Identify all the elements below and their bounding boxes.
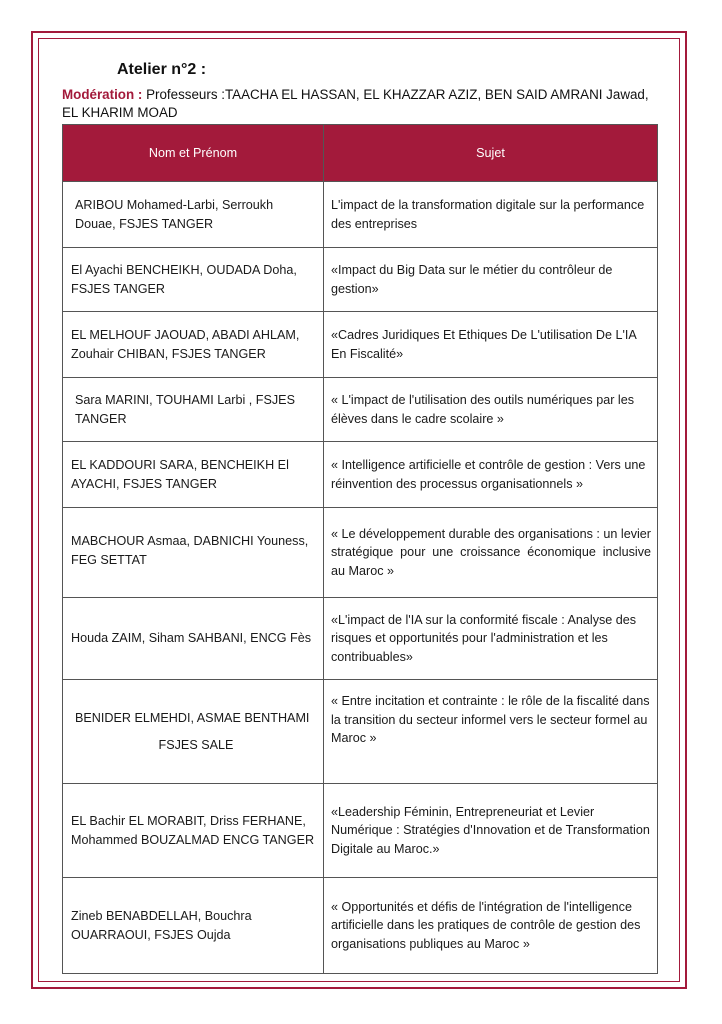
- row-name-cell: [63, 680, 324, 784]
- atelier-title: Atelier n°2 :: [117, 61, 207, 78]
- table-row: [63, 508, 658, 598]
- row-subject: «Impact du Big Data sur le métier du contrôleur de gestion»: [324, 248, 658, 312]
- row-name: El Ayachi BENCHEIKH, OUDADA Doha, FSJES TANGER: [63, 248, 324, 312]
- table-row: [63, 784, 658, 878]
- row-name-institution: FSJES SALE: [158, 737, 234, 752]
- table-row: [63, 182, 658, 248]
- table-row: [63, 378, 658, 442]
- program-table: [62, 124, 658, 974]
- row-subject: «Cadres Juridiques Et Ethiques De L'utilisation De L'IA En Fiscalité»: [324, 312, 658, 378]
- moderation-label: Modération :: [62, 87, 143, 102]
- row-name: Sara MARINI, TOUHAMI Larbi , FSJES TANGER: [63, 378, 324, 442]
- row-subject: « Intelligence artificielle et contrôle de gestion : Vers une réinvention des processus organisationnels »: [324, 442, 658, 508]
- row-name: EL MELHOUF JAOUAD, ABADI AHLAM, Zouhair CHIBAN, FSJES TANGER: [63, 312, 324, 378]
- row-subject: « Le développement durable des organisations : un levier stratégique pour une croissance économique inclusive au Maroc »: [324, 508, 658, 598]
- table-row: [63, 878, 658, 974]
- row-subject: « Opportunités et défis de l'intégration de l'intelligence artificielle dans les pratiques de contrôle de gestion des organisations publiques au Maroc »: [324, 878, 658, 974]
- table-row: [63, 442, 658, 508]
- row-subject: «L'impact de l'IA sur la conformité fiscale : Analyse des risques et opportunités pour l'administration et les contribuables»: [324, 598, 658, 680]
- moderation-text: Professeurs :TAACHA EL HASSAN, EL KHAZZAR AZIZ, BEN SAID AMRANI Jawad, EL KHARIM MOAD: [62, 87, 649, 120]
- table-row: [63, 312, 658, 378]
- row-subject: « L'impact de l'utilisation des outils numériques par les élèves dans le cadre scolaire »: [324, 378, 658, 442]
- table-row: [63, 680, 658, 784]
- row-name: EL Bachir EL MORABIT, Driss FERHANE, Mohammed BOUZALMAD ENCG TANGER: [63, 784, 324, 878]
- row-subject: « Entre incitation et contrainte : le rôle de la fiscalité dans la transition du secteur informel vers le secteur formel au Maroc »: [324, 680, 658, 784]
- row-subject: «Leadership Féminin, Entrepreneuriat et Levier Numérique : Stratégies d'Innovation et de Transformation Digitale au Maroc.»: [324, 784, 658, 878]
- row-name: EL KADDOURI SARA, BENCHEIKH El AYACHI, FSJES TANGER: [63, 442, 324, 508]
- row-name: MABCHOUR Asmaa, DABNICHI Youness, FEG SETTAT: [63, 508, 324, 598]
- header-subject: Sujet: [324, 125, 658, 182]
- table-header-row: [63, 125, 658, 182]
- row-name: Houda ZAIM, Siham SAHBANI, ENCG Fès: [63, 598, 324, 680]
- moderation-line: [62, 86, 662, 122]
- row-name: Zineb BENABDELLAH, Bouchra OUARRAOUI, FSJES Oujda: [63, 878, 324, 974]
- table-row: [63, 598, 658, 680]
- table-row: [63, 248, 658, 312]
- row-subject: L'impact de la transformation digitale sur la performance des entreprises: [324, 182, 658, 248]
- row-name: ARIBOU Mohamed-Larbi, Serroukh Douae, FSJES TANGER: [63, 182, 324, 248]
- header-name: Nom et Prénom: [63, 125, 324, 182]
- row-name: BENIDER ELMEHDI, ASMAE BENTHAMI: [75, 711, 310, 725]
